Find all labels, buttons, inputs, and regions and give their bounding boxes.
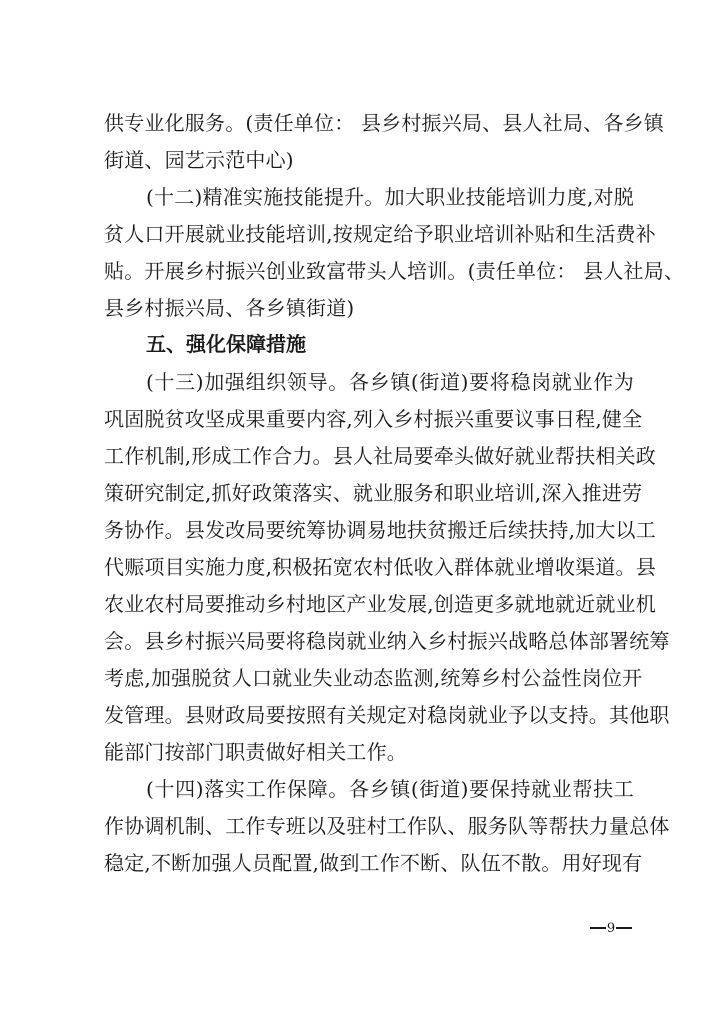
section-heading: 五、强化保障措施 xyxy=(146,332,306,356)
paragraph-line: 工作机制,形成工作合力。县人社局要牵头做好就业帮扶相关政 xyxy=(104,444,656,468)
paragraph-line: 务协作。县发改局要统筹协调易地扶贫搬迁后续扶持,加大以工 xyxy=(104,518,656,542)
paragraph-line: 贫人口开展就业技能培训,按规定给予职业培训补贴和生活费补 xyxy=(104,222,656,246)
paragraph-line: 作协调机制、工作专班以及驻村工作队、服务队等帮扶力量总体 xyxy=(104,814,670,838)
paragraph-line: (十二)精准实施技能提升。加大职业技能培训力度,对脱 xyxy=(146,185,634,209)
paragraph-line: 会。县乡村振兴局要将稳岗就业纳入乡村振兴战略总体部署统筹 xyxy=(104,629,670,653)
paragraph-line: 能部门按部门职责做好相关工作。 xyxy=(104,740,407,764)
page-number-dash-left xyxy=(590,927,606,929)
paragraph-line: (十三)加强组织领导。各乡镇(街道)要将稳岗就业作为 xyxy=(146,370,634,394)
paragraph-line: 农业农村局要推动乡村地区产业发展,创造更多就地就近就业机 xyxy=(104,592,656,616)
paragraph-line: 代赈项目实施力度,积极拓宽农村低收入群体就业增收渠道。县 xyxy=(104,555,656,579)
paragraph-line: 策研究制定,抓好政策落实、就业服务和职业培训,深入推进劳 xyxy=(104,481,643,505)
paragraph-line: 供专业化服务。(责任单位： 县乡村振兴局、县人社局、各乡镇 xyxy=(104,111,664,135)
paragraph-line: 贴。开展乡村振兴创业致富带头人培训。(责任单位： 县人社局、 xyxy=(104,259,685,283)
paragraph-line: 街道、园艺示范中心) xyxy=(104,148,294,172)
paragraph-line: 县乡村振兴局、各乡镇街道) xyxy=(104,296,355,320)
paragraph-line: 发管理。县财政局要按照有关规定对稳岗就业予以支持。其他职 xyxy=(104,703,670,727)
paragraph-line: 稳定,不断加强人员配置,做到工作不断、队伍不散。用好现有 xyxy=(104,851,643,875)
paragraph-line: 考虑,加强脱贫人口就业失业动态监测,统筹乡村公益性岗位开 xyxy=(104,666,643,690)
page-number-dash-right xyxy=(616,927,632,929)
paragraph-line: 巩固脱贫攻坚成果重要内容,列入乡村振兴重要议事日程,健全 xyxy=(104,407,643,431)
paragraph-line: (十四)落实工作保障。各乡镇(街道)要保持就业帮扶工 xyxy=(146,777,634,801)
page-number-value: 9 xyxy=(606,920,616,936)
page-number xyxy=(588,918,634,938)
